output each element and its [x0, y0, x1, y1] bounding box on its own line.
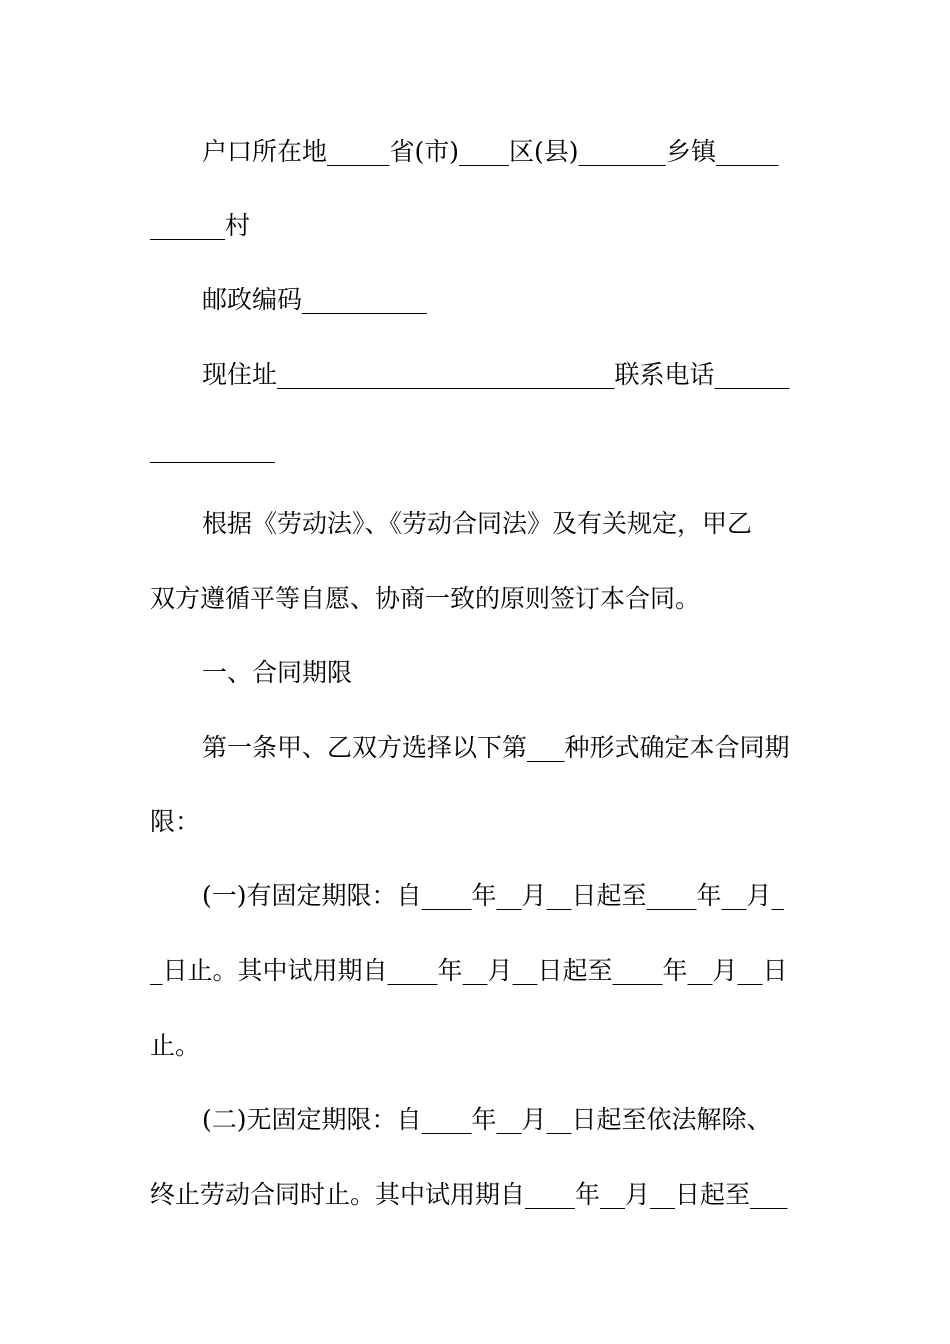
fixed-term-option-continued: _日止。其中试用期自____年__月__日起至____年__月__日 — [150, 956, 788, 985]
registered-residence-line: 户口所在地_____省(市)____区(县)_______乡镇_____ — [202, 137, 779, 166]
postal-code-line: 邮政编码__________ — [202, 285, 428, 314]
phone-line-continued: __________ — [150, 434, 275, 463]
registered-residence-line-continued: ______村 — [150, 211, 251, 240]
section-heading-contract-term: 一、合同期限 — [202, 658, 353, 687]
article-one-paragraph: 第一条甲、乙双方选择以下第___种形式确定本合同期 — [202, 733, 790, 762]
current-address-line: 现住址___________________________联系电话______ — [202, 360, 790, 389]
fixed-term-option-end: 止。 — [150, 1031, 201, 1060]
fixed-term-option: (一)有固定期限：自____年__月__日起至____年__月_ — [202, 881, 785, 910]
open-term-option-continued: 终止劳动合同时止。其中试用期自____年__月__日起至___ — [150, 1180, 788, 1209]
preamble-paragraph: 根据《劳动法》、《劳动合同法》及有关规定，甲乙 — [202, 509, 753, 538]
preamble-paragraph-continued: 双方遵循平等自愿、协商一致的原则签订本合同。 — [150, 584, 701, 613]
open-term-option: (二)无固定期限：自____年__月__日起至依法解除、 — [202, 1105, 772, 1134]
article-one-paragraph-continued: 限： — [150, 807, 201, 836]
